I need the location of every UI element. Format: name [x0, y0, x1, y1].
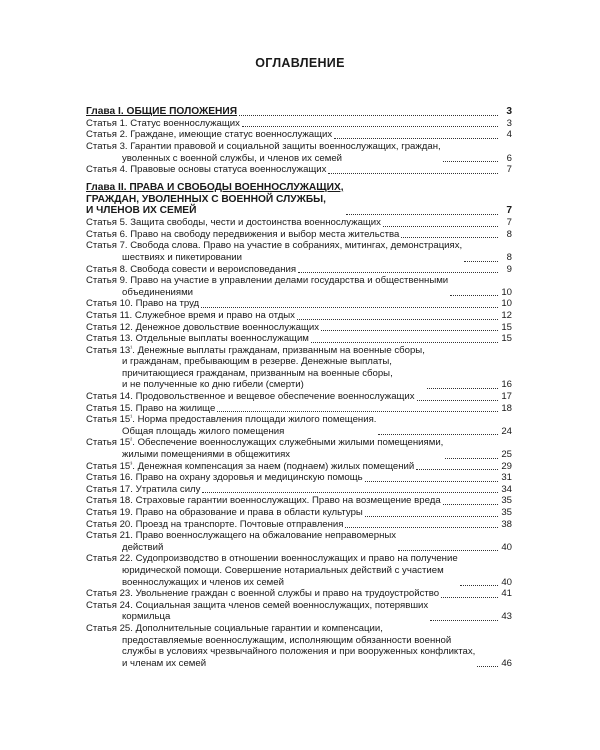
toc-entry-title: [86, 588, 439, 600]
toc-page-number: 9: [506, 263, 512, 275]
toc-entry-title: [86, 322, 319, 334]
toc-page-number: 8: [506, 251, 512, 263]
dot-leader: [217, 411, 498, 412]
dot-leader: [328, 173, 498, 174]
toc-entry[interactable]: [86, 298, 512, 310]
toc-page-number: 6: [506, 152, 512, 164]
toc-entry-line: Статья 23. Увольнение граждан с военной службы и право на трудоустройство: [86, 588, 440, 600]
toc-entry-line: Статья $15^{^3}$. Денежная компенсация за наем (поднаем) жилых помещений: [86, 460, 415, 472]
toc-entry-line: Статья 18. Страховые гарантии военнослужащих. Право на возмещение вреда: [86, 495, 441, 507]
toc-page-number: 41: [501, 588, 512, 600]
toc-entry-title: [86, 345, 425, 391]
toc-page-number: 3: [506, 117, 512, 129]
toc-entry-line: Статья $13^{^1}$. Денежные выплаты гражданам, призванным на военные сборы,: [86, 344, 425, 356]
toc-entry[interactable]: [86, 623, 512, 669]
dot-leader: [427, 388, 498, 389]
toc-entry-line: Статья $15^{^2}$. Обеспечение военнослужащих служебными жилыми помещениями,: [86, 437, 444, 449]
toc-entry-line: Статья 8. Свобода совести и вероисповедания: [86, 263, 297, 275]
toc-page-number: 15: [501, 321, 512, 333]
toc-page-number: 3: [506, 106, 512, 117]
dot-leader: [298, 272, 498, 273]
toc-entry-title: [86, 275, 448, 298]
toc-entry[interactable]: [86, 472, 512, 484]
toc-page-number: 8: [506, 228, 512, 240]
toc-entry-title: [86, 164, 326, 176]
toc-entry-title: [86, 484, 200, 496]
toc-entry[interactable]: [86, 229, 512, 241]
toc-entry[interactable]: [86, 129, 512, 141]
dot-leader: [445, 458, 498, 459]
toc-entry-title: [86, 472, 363, 484]
toc-page-number: 7: [506, 164, 512, 176]
toc-entry-line: Статья 10. Право на труд: [86, 298, 200, 310]
toc-entry-line: юридической помощи. Совершение нотариальных действий с участием: [122, 564, 444, 576]
toc-entry-line: Статья 22. Судопроизводство в отношении военнослужащих и право на получение: [86, 553, 458, 565]
toc-entry[interactable]: [86, 310, 512, 322]
toc-entry[interactable]: [86, 437, 512, 460]
dot-leader: [321, 330, 498, 331]
dot-leader: [365, 481, 498, 482]
toc-page-number: 25: [501, 449, 512, 461]
page-title: ОГЛАВЛЕНИЕ: [255, 56, 345, 70]
toc-page-number: 35: [501, 495, 512, 507]
toc-entry[interactable]: [86, 345, 512, 391]
toc-entry-line: Статья 24. Социальная защита членов семей военнослужащих, потерявших: [86, 599, 429, 611]
toc-page-number: 16: [501, 379, 512, 391]
toc-entry[interactable]: [86, 164, 512, 176]
toc-page-number: 7: [506, 205, 512, 217]
toc-entry-line: Статья 2. Граждане, имеющие статус военнослужащих: [86, 129, 333, 141]
toc-entry-title: [86, 414, 376, 437]
toc-page-number: 43: [501, 611, 512, 623]
toc-entry-title: [86, 106, 237, 118]
toc-page-number: 29: [501, 460, 512, 472]
dot-leader: [242, 126, 498, 127]
toc-entry[interactable]: [86, 414, 512, 437]
toc-entry-line: кормильца: [122, 611, 171, 623]
toc-entry-line: Статья 9. Право на участие в управлении делами государства и общественными: [86, 275, 449, 287]
toc-entry[interactable]: [86, 333, 512, 345]
dot-leader: [345, 527, 498, 528]
toc-entry[interactable]: [86, 217, 512, 229]
toc-page-number: 4: [506, 129, 512, 141]
toc-entry-line: Статья 13. Отдельные выплаты военнослужащим: [86, 333, 309, 345]
dot-leader: [416, 469, 498, 470]
dot-leader: [401, 237, 498, 238]
dot-leader: [441, 597, 498, 598]
toc-entry-line: Статья 5. Защита свободы, чести и достоинства военнослужащих: [86, 217, 381, 229]
toc-entry-title: [86, 333, 309, 345]
toc-page-number: 10: [501, 286, 512, 298]
dot-leader: [346, 214, 498, 215]
toc-entry[interactable]: [86, 484, 512, 496]
dot-leader: [460, 585, 498, 586]
toc-entry[interactable]: [86, 519, 512, 531]
toc-entry-title: [86, 182, 344, 217]
dot-leader: [239, 115, 498, 116]
toc-page-number: 12: [501, 309, 512, 321]
toc-entry-line: Статья 3. Гарантии правовой и социальной защиты военнослужащих, граждан,: [86, 140, 441, 152]
toc-entry-line: причитающиеся гражданам, призванным на военные сборы,: [122, 367, 393, 379]
toc-entry-line: Статья 16. Право на охрану здоровья и медицинскую помощь: [86, 472, 363, 484]
toc-entry-line: Статья 6. Право на свободу передвижения и выбор места жительства: [86, 228, 400, 240]
toc-entry-title: [86, 403, 215, 415]
toc-entry-title: [86, 519, 343, 531]
toc-entry-line: Статья 17. Утратила силу: [86, 483, 201, 495]
toc-entry[interactable]: [86, 264, 512, 276]
toc-entry-line: Статья 4. Правовые основы статуса военнослужащих: [86, 164, 327, 176]
dot-leader: [297, 319, 498, 320]
toc-page-number: 17: [501, 391, 512, 403]
dot-leader: [417, 400, 498, 401]
toc-entry-line: Статья 14. Продовольственное и вещевое обеспечение военнослужащих: [86, 391, 415, 403]
toc-entry-title: [86, 623, 475, 669]
toc-entry[interactable]: [86, 240, 512, 263]
toc-entry-title: [86, 461, 414, 473]
toc-chapter[interactable]: [86, 106, 512, 118]
toc-entry-line: Статья 21. Право военнослужащего на обжалование неправомерных: [86, 530, 397, 542]
toc-entry-line: и не полученные ко дню гибели (смерти): [122, 379, 304, 391]
toc-page-number: 7: [506, 217, 512, 229]
toc-entry-line: службы в условиях чрезвычайного положения и при вооруженных конфликтах,: [122, 646, 476, 658]
toc-entry-title: [86, 217, 381, 229]
toc-entry-line: Статья 20. Проезд на транспорте. Почтовые отправления: [86, 518, 344, 530]
toc-entry-title: [86, 495, 441, 507]
toc-entry-line: военнослужащих и членов их семей: [122, 576, 284, 588]
toc-entry-title: [86, 129, 332, 141]
toc-entry[interactable]: [86, 322, 512, 334]
toc-entry-title: [86, 391, 415, 403]
toc-entry-line: Статья 19. Право на образование и права в области культуры: [86, 507, 363, 518]
toc-entry-line: Статья 12. Денежное довольствие военнослужащих: [86, 321, 319, 333]
toc-entry-line: Статья 15. Право на жилище: [86, 402, 216, 414]
toc-entry-line: Глава II. ПРАВА И СВОБОДЫ ВОЕННОСЛУЖАЩИХ,: [86, 181, 344, 193]
toc-entry-line: и членам их семей: [122, 657, 207, 669]
dot-leader: [201, 307, 498, 308]
toc-entry-title: [86, 310, 295, 322]
toc-entry-title: [86, 229, 399, 241]
toc-entry-line: Статья 25. Дополнительные социальные гарантии и компенсации,: [86, 622, 383, 634]
dot-leader: [365, 516, 498, 517]
toc-entry-line: действий: [122, 541, 164, 553]
toc-entry-line: Статья $15^{^1}$. Норма предоставления площади жилого помещения.: [86, 414, 377, 426]
toc-entry-title: [86, 507, 363, 519]
table-of-contents: [86, 100, 512, 669]
dot-leader: [334, 138, 498, 139]
toc-entry[interactable]: [86, 118, 512, 130]
toc-entry[interactable]: [86, 553, 512, 588]
dot-leader: [450, 295, 498, 296]
toc-entry-title: [86, 600, 428, 623]
dot-leader: [398, 550, 498, 551]
toc-page-number: 31: [501, 472, 512, 484]
toc-entry[interactable]: [86, 461, 512, 473]
toc-entry-title: [86, 118, 240, 130]
dot-leader: [378, 434, 498, 435]
toc-entry-title: [86, 240, 462, 263]
dot-leader: [443, 504, 498, 505]
toc-page-number: 38: [501, 518, 512, 530]
toc-entry-line: и гражданам, пребывающим в резерве. Денежные выплаты,: [122, 356, 392, 368]
toc-page-number: 46: [501, 657, 512, 669]
dot-leader: [477, 666, 498, 667]
toc-entry-title: [86, 437, 443, 460]
toc-page-number: 18: [501, 402, 512, 414]
toc-page-number: 40: [501, 576, 512, 588]
toc-page-number: 34: [501, 483, 512, 495]
toc-entry-line: шествиях и пикетировании: [122, 251, 243, 263]
toc-entry[interactable]: [86, 275, 512, 298]
dot-leader: [202, 492, 498, 493]
dot-leader: [311, 342, 498, 343]
toc-chapter[interactable]: [86, 182, 512, 217]
toc-page-number: 40: [501, 541, 512, 553]
toc-entry-line: уволенных с военной службы, и членов их семей: [122, 152, 343, 164]
toc-entry-title: [86, 530, 396, 553]
toc-entry-line: Глава I. ОБЩИЕ ПОЛОЖЕНИЯ: [86, 106, 238, 117]
toc-entry[interactable]: [86, 588, 512, 600]
toc-entry-line: Статья 11. Служебное время и право на отдых: [86, 309, 295, 321]
toc-entry[interactable]: [86, 495, 512, 507]
toc-entry-line: И ЧЛЕНОВ ИХ СЕМЕЙ: [86, 205, 197, 217]
toc-entry-line: Статья 1. Статус военнослужащих: [86, 117, 240, 129]
toc-entry-line: Общая площадь жилого помещения: [122, 425, 285, 437]
toc-entry-line: объединениями: [122, 286, 194, 298]
toc-page-number: 35: [501, 507, 512, 518]
toc-entry[interactable]: [86, 507, 512, 519]
toc-entry-line: предоставляемые военнослужащим, исполняющим обязанности военной: [122, 634, 452, 646]
dot-leader: [464, 261, 498, 262]
toc-page-number: 10: [501, 298, 512, 310]
toc-entry-line: ГРАЖДАН, УВОЛЕННЫХ С ВОЕННОЙ СЛУЖБЫ,: [86, 193, 326, 205]
toc-entry[interactable]: [86, 141, 512, 164]
toc-entry[interactable]: [86, 391, 512, 403]
toc-entry-title: [86, 141, 441, 164]
dot-leader: [430, 620, 498, 621]
toc-entry[interactable]: [86, 530, 512, 553]
toc-entry[interactable]: [86, 403, 512, 415]
toc-entry-line: жилыми помещениями в общежитиях: [122, 449, 291, 461]
toc-page-number: 15: [501, 333, 512, 345]
toc-entry-title: [86, 264, 296, 276]
dot-leader: [383, 226, 498, 227]
toc-entry-title: [86, 298, 199, 310]
toc-entry[interactable]: [86, 600, 512, 623]
dot-leader: [443, 161, 498, 162]
toc-entry-line: Статья 7. Свобода слова. Право на участие в собраниях, митингах, демонстрациях,: [86, 240, 463, 252]
toc-page-number: 24: [501, 425, 512, 437]
toc-entry-title: [86, 553, 458, 588]
